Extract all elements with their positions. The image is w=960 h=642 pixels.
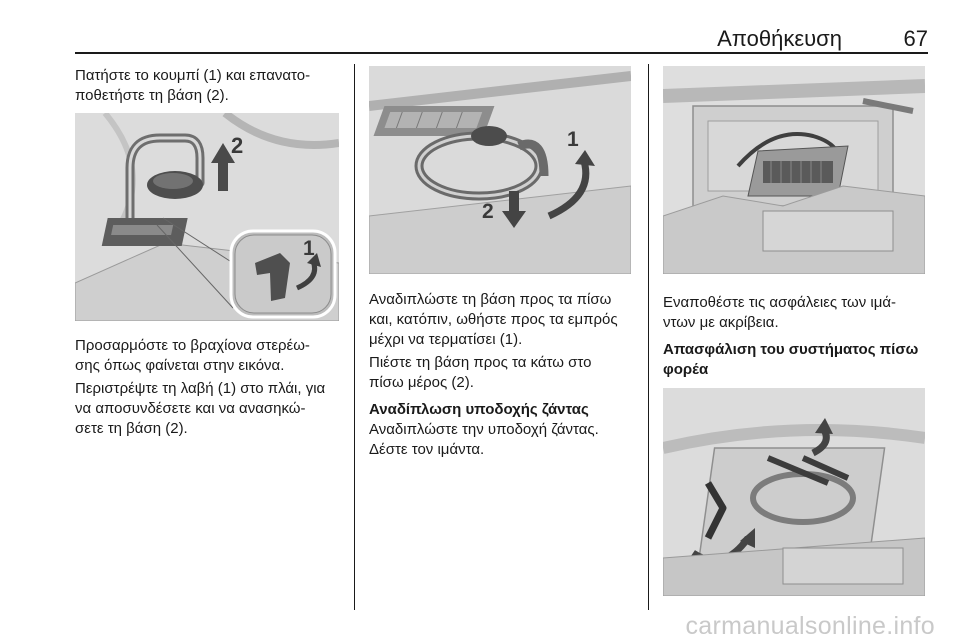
col1-paragraph-3-line-2: να αποσυνδέσετε και να ανασηκώ-: [75, 400, 306, 417]
figure-fold-holder-drawing: [369, 66, 631, 274]
col2-paragraph-1-line-1: Αναδιπλώστε τη βάση προς τα πίσω: [369, 291, 612, 308]
col1-paragraph-2-line-2: σης όπως φαίνεται στην εικόνα.: [75, 357, 285, 374]
col1-paragraph-1-line-2: ποθετήστε τη βάση (2).: [75, 87, 229, 104]
column-divider-2: [648, 64, 649, 610]
col2-paragraph-3-line-2: Δέστε τον ιμάντα.: [369, 441, 485, 458]
figure-fold-holder: [369, 66, 631, 274]
figure-strap-securing: [663, 66, 925, 274]
fig2-label-2: 2: [482, 200, 494, 223]
figure-carrier-unlock-drawing: [663, 388, 925, 596]
figure-bracket-release: [75, 113, 339, 321]
section-title: Αποθήκευση: [717, 26, 842, 51]
watermark: carmanualsonline.info: [685, 612, 935, 640]
figure-carrier-unlock: [663, 388, 925, 596]
col3-paragraph-1-line-2: ντων με ακρίβεια.: [663, 314, 779, 331]
col2-paragraph-1-line-2: και, κατόπιν, ωθήστε προς τα εμπρός: [369, 311, 618, 328]
col3-heading-line-2: φορέα: [663, 361, 709, 378]
col2-paragraph-3-line-1: Αναδιπλώστε την υποδοχή ζάντας.: [369, 421, 599, 438]
col3-heading-line-1: Απασφάλιση του συστήματος πίσω: [663, 341, 919, 358]
col1-paragraph-3-line-1: Περιστρέψτε τη λαβή (1) στο πλάι, για: [75, 380, 326, 397]
figure-strap-securing-drawing: [663, 66, 925, 274]
col1-paragraph-1-line-1: Πατήστε το κουμπί (1) και επανατο-: [75, 67, 311, 84]
header-divider: [75, 52, 928, 54]
col1-paragraph-3-line-3: σετε τη βάση (2).: [75, 420, 188, 437]
col3-paragraph-1-line-1: Εναποθέστε τις ασφάλειες των ιμά-: [663, 294, 897, 311]
column-divider-1: [354, 64, 355, 610]
col2-heading: Αναδίπλωση υποδοχής ζάντας: [369, 401, 589, 418]
fig1-label-2: 2: [231, 133, 244, 158]
col1-paragraph-2-line-1: Προσαρμόστε το βραχίονα στερέω-: [75, 337, 310, 354]
col2-paragraph-2-line-2: πίσω μέρος (2).: [369, 374, 474, 391]
col2-paragraph-2-line-1: Πιέστε τη βάση προς τα κάτω στο: [369, 354, 592, 371]
fig2-label-1: 1: [567, 128, 579, 151]
page-number: 67: [903, 26, 928, 51]
figure-bracket-release-drawing: [75, 113, 339, 321]
col2-paragraph-1-line-3: μέχρι να τερματίσει (1).: [369, 331, 523, 348]
fig1-label-1: 1: [303, 237, 315, 260]
